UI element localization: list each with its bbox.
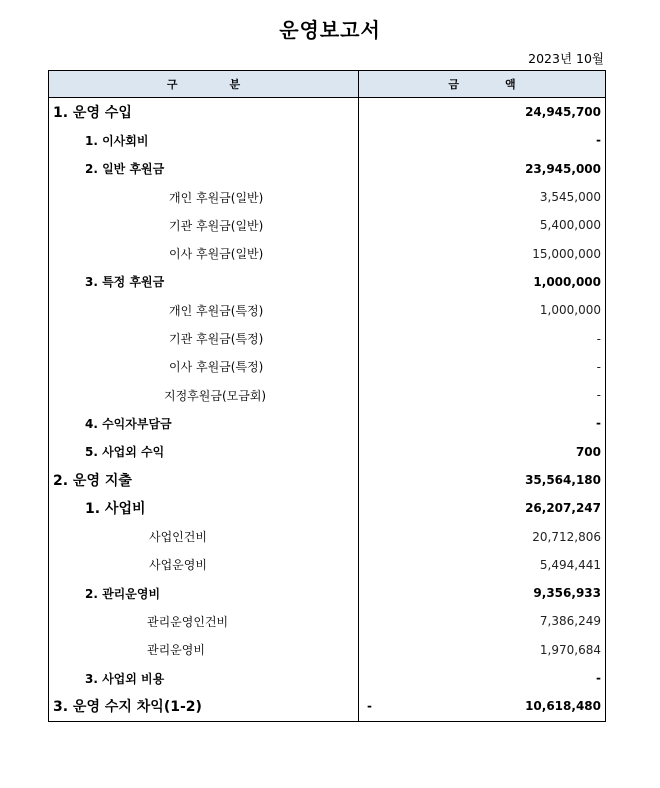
row-label: 3. 운영 수지 차익(1-2) [49,692,359,721]
row-amount: 1,970,684 [359,636,606,664]
row-label: 기관 후원금(특정) [49,324,359,352]
header-amount [359,71,606,98]
row-amount: 23,945,000 [359,155,606,183]
table-row [49,324,606,352]
header-category-char-1: 구 [166,78,178,91]
table-row [49,98,606,127]
table-row [49,551,606,579]
row-label: 이사 후원금(특정) [49,353,359,381]
table-row [49,409,606,437]
row-label: 관리운영비 [49,636,359,664]
header-amount-char-2: 액 [505,78,516,91]
row-label: 개인 후원금(일반) [49,183,359,211]
table-row [49,239,606,267]
table-row [49,353,606,381]
row-amount: 24,945,700 [359,98,606,127]
row-label: 지정후원금(모금회) [49,381,359,409]
table-row-total [49,692,606,721]
table-row [49,579,606,607]
row-amount: 20,712,806 [359,522,606,550]
report-title: 운영보고서 [279,18,381,42]
row-label: 1. 이사회비 [49,126,359,154]
row-amount: 7,386,249 [359,607,606,635]
row-label: 1. 사업비 [49,494,359,522]
table-row [49,636,606,664]
row-label: 사업운영비 [49,551,359,579]
row-amount: - [359,324,606,352]
row-label: 2. 운영 지출 [49,466,359,494]
row-amount-prefix: - [367,699,372,714]
table-row [49,296,606,324]
table-row [49,664,606,692]
table-header-row [49,71,606,98]
row-label: 개인 후원금(특정) [49,296,359,324]
report-date: 2023년 10월 [528,51,604,66]
row-label: 4. 수익자부담금 [49,409,359,437]
row-label: 관리운영인건비 [49,607,359,635]
table-row [49,155,606,183]
row-amount: 10,618,480 [525,699,601,714]
table-row [49,466,606,494]
row-label: 2. 관리운영비 [49,579,359,607]
row-label: 기관 후원금(일반) [49,211,359,239]
row-amount: - [359,409,606,437]
row-amount: 1,000,000 [359,268,606,296]
row-amount: - [359,664,606,692]
row-label: 이사 후원금(일반) [49,239,359,267]
row-amount: - [359,126,606,154]
row-amount: 700 [359,438,606,466]
row-amount: 26,207,247 [359,494,606,522]
table-row [49,522,606,550]
table-row [49,268,606,296]
table-row [49,607,606,635]
table-row [49,494,606,522]
row-amount: 35,564,180 [359,466,606,494]
row-label: 사업인건비 [49,522,359,550]
report-table [48,70,606,722]
header-category [49,71,359,98]
table-row [49,126,606,154]
row-label: 3. 특정 후원금 [49,268,359,296]
row-amount: 5,400,000 [359,211,606,239]
row-label: 2. 일반 후원금 [49,155,359,183]
row-amount: - [359,381,606,409]
table-row [49,183,606,211]
row-amount: 3,545,000 [359,183,606,211]
row-amount: 15,000,000 [359,239,606,267]
header-category-char-2: 분 [229,78,241,91]
table-row [49,381,606,409]
row-amount: 1,000,000 [359,296,606,324]
row-label: 3. 사업외 비용 [49,664,359,692]
table-row [49,211,606,239]
row-amount: 5,494,441 [359,551,606,579]
table-row [49,438,606,466]
header-amount-char-1: 금 [448,78,459,91]
row-label: 5. 사업외 수익 [49,438,359,466]
row-amount: 9,356,933 [359,579,606,607]
row-amount: - [359,353,606,381]
row-amount-cell [359,692,606,721]
row-label: 1. 운영 수입 [49,98,359,127]
